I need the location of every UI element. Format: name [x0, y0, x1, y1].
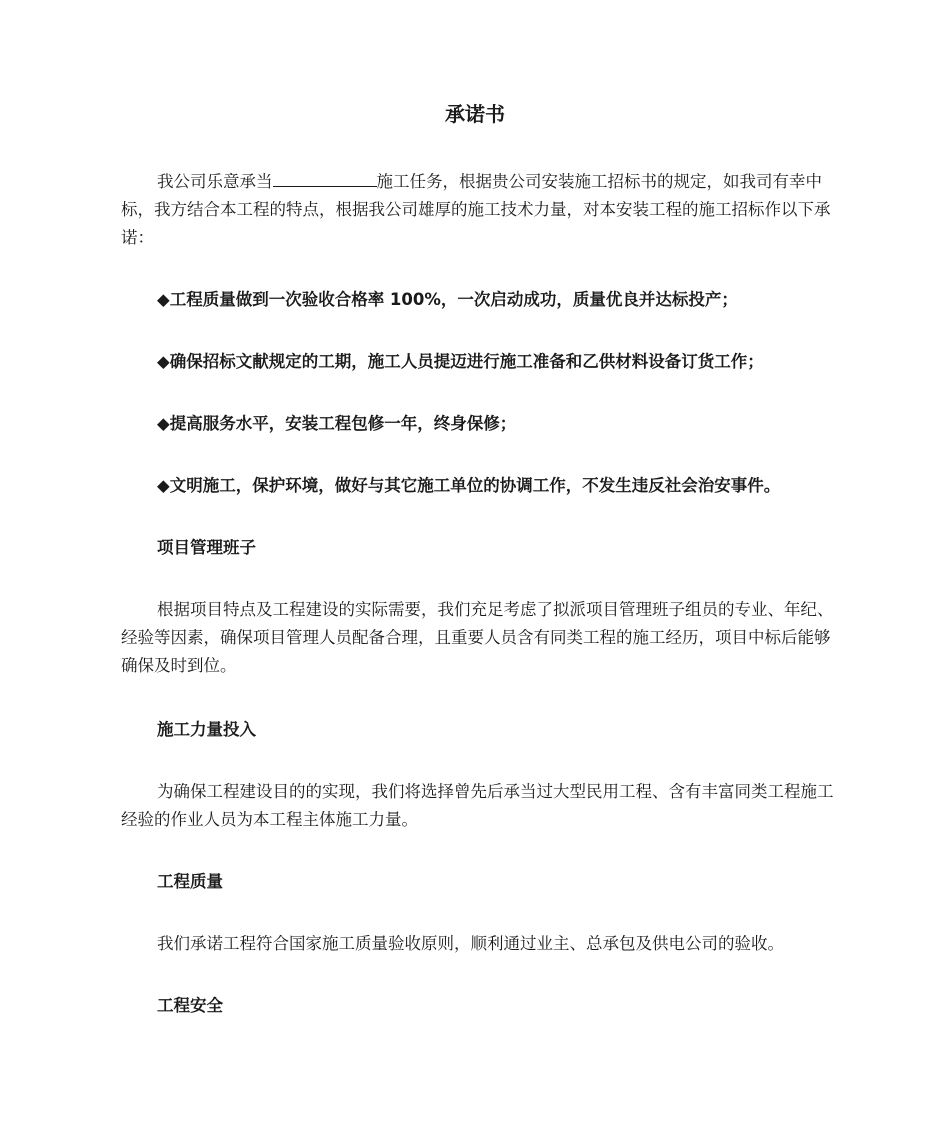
- section-heading: 施工力量投入: [157, 720, 256, 739]
- promise-item: ◆文明施工，保护环境，做好与其它施工单位的协调工作，不发生违反社会治安事件。: [157, 476, 781, 495]
- promise-item: ◆确保招标文献规定的工期，施工人员提迈进行施工准备和乙供材料设备订货工作；: [157, 352, 764, 371]
- intro-text-before-blank: 我公司乐意承当: [157, 172, 273, 191]
- section-body: 根据项目特点及工程建设的实际需要，我们充足考虑了拟派项目管理班子组员的专业、年纪、经验等因素，确保项目管理人员配备合理，且重要人员含有同类工程的施工经历，项目中标后能够确保及时到位。: [121, 600, 834, 675]
- intro-text-after-blank: 施工任务，根据贵公司安装施工招标书的规定，如我司有幸中标，我方结合本工程的特点，根据我公司雄厚的施工技术力量，对本安装工程的施工招标作以下承诺：: [121, 172, 831, 247]
- blank-underline: [273, 169, 377, 187]
- promise-item: ◆工程质量做到一次验收合格率 100%，一次启动成功，质量优良并达标投产；: [157, 290, 738, 309]
- section-body: 为确保工程建设目的的实现，我们将选择曾先后承当过大型民用工程、含有丰富同类工程施工经验的作业人员为本工程主体施工力量。: [121, 782, 834, 829]
- section-heading: 工程安全: [157, 996, 223, 1015]
- section-heading: 项目管理班子: [157, 538, 256, 557]
- promise-item: ◆提高服务水平，安装工程包修一年，终身保修；: [157, 414, 517, 433]
- section-heading: 工程质量: [157, 872, 223, 891]
- document-title: 承诺书: [445, 102, 505, 126]
- section-body: 我们承诺工程符合国家施工质量验收原则，顺利通过业主、总承包及供电公司的验收。: [157, 934, 784, 953]
- intro-paragraph: [121, 168, 835, 252]
